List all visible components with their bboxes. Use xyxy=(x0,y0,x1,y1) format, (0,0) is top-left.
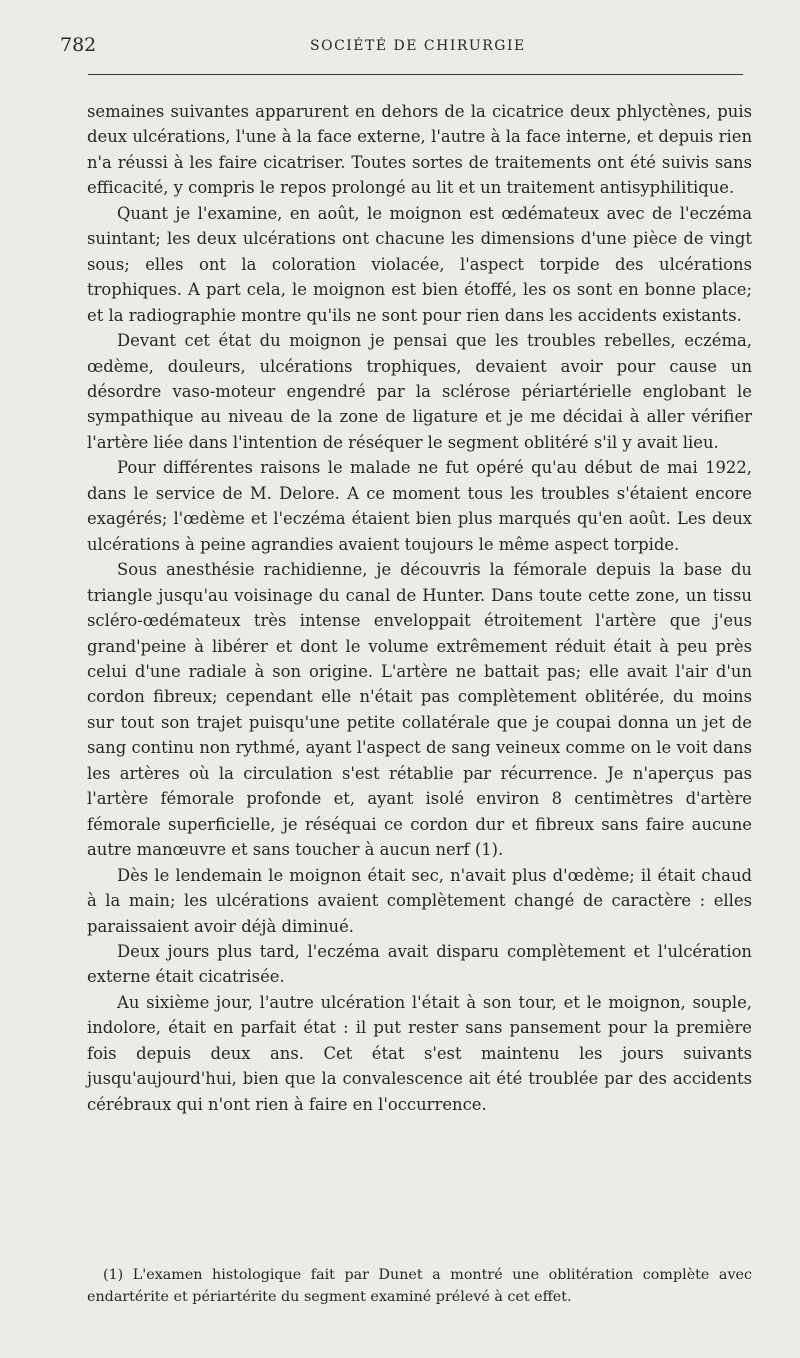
page-number: 782 xyxy=(60,34,97,56)
paragraph-4: Pour différentes raisons le malade ne fut opéré qu'au début de mai 1922, dans le service de M. Delore. A ce moment tous les troubles s'étaient encore exagérés; l'œdème et l'eczéma étaient bien plus marqués qu'en août. Les deux ulcérations à peine agrandies avaient toujours le même aspect torpide. xyxy=(87,458,752,554)
paragraph-3: Devant cet état du moignon je pensai que les troubles rebelles, eczéma, œdème, douleurs, ulcérations trophiques, devaient avoir pour cause un désordre vaso-moteur engendré par la sclérose périartérielle englobant le sympathique au niveau de la zone de ligature et je me décidai à aller vérifier l'artère liée dans l'intention de réséquer le segment oblitéré s'il y avait lieu. xyxy=(87,331,752,452)
paragraph-7: Deux jours plus tard, l'eczéma avait disparu complètement et l'ulcération externe était cicatrisée. xyxy=(87,941,752,987)
running-title: SOCIÉTÉ DE CHIRURGIE xyxy=(310,38,526,54)
paragraph-1: semaines suivantes apparurent en dehors de la cicatrice deux phlyctènes, puis deux ulcérations, l'une à la face externe, l'autre à la face interne, et depuis rien n'a réussi à les faire cicatriser. Toutes sortes de traitements ont été suivis sans efficacité, y compris le repos prolongé au lit et un traitement antisyphilitique. xyxy=(87,102,752,198)
paragraph-2: Quant je l'examine, en août, le moignon est œdémateux avec de l'eczéma suintant; les deux ulcérations ont chacune les dimensions d'une pièce de vingt sous; elles ont la coloration violacée, l'aspect torpide des ulcérations trophiques. A part cela, le moignon est bien étoffé, les os sont en bonne place; et la radiographie montre qu'ils ne sont pour rien dans les accidents existants. xyxy=(87,203,752,325)
footnote-text: (1) L'examen histologique fait par Dunet a montré une oblitération complète avec endartérite et périartérite du segment examiné prélevé à cet effet. xyxy=(87,1267,752,1305)
footnote xyxy=(87,1264,752,1308)
paragraph-5: Sous anesthésie rachidienne, je découvris la fémorale depuis la base du triangle jusqu'au voisinage du canal de Hunter. Dans toute cette zone, un tissu scléro-œdémateux très intense enveloppait étroitement l'artère que j'eus grand'peine à libérer et dont le volume extrêmement réduit était à peu près celui d'une radiale à son origine. L'artère ne battait pas; elle avait l'air d'un cordon fibreux; cependant elle n'était pas complètement oblitérée, du moins sur tout son trajet puisqu'une petite collatérale que je coupai donna un jet de sang continu non rythmé, ayant l'aspect de sang veineux comme on le voit dans les artères où la circulation s'est rétablie par récurrence. Je n'aperçus pas l'artère fémorale profonde et, ayant isolé environ 8 centimètres d'artère fémorale superficielle, je réséquai ce cordon dur et fibreux sans faire aucune autre manœuvre et sans toucher à aucun nerf (1). xyxy=(87,560,752,860)
paragraph-6: Dès le lendemain le moignon était sec, n'avait plus d'œdème; il était chaud à la main; les ulcérations avaient complètement changé de caractère : elles paraissaient avoir déjà diminué. xyxy=(87,865,752,936)
paragraph-8: Au sixième jour, l'autre ulcération l'était à son tour, et le moignon, souple, indolore, était en parfait état : il put rester sans pansement pour la première fois depuis deux ans. Cet état s'est maintenu les jours suivants jusqu'aujourd'hui, bien que la convalescence ait été troublée par des accidents cérébraux qui n'ont rien à faire en l'occurrence. xyxy=(87,992,752,1114)
header-rule xyxy=(88,74,743,75)
body-text xyxy=(87,99,752,1117)
page-header xyxy=(0,34,800,64)
